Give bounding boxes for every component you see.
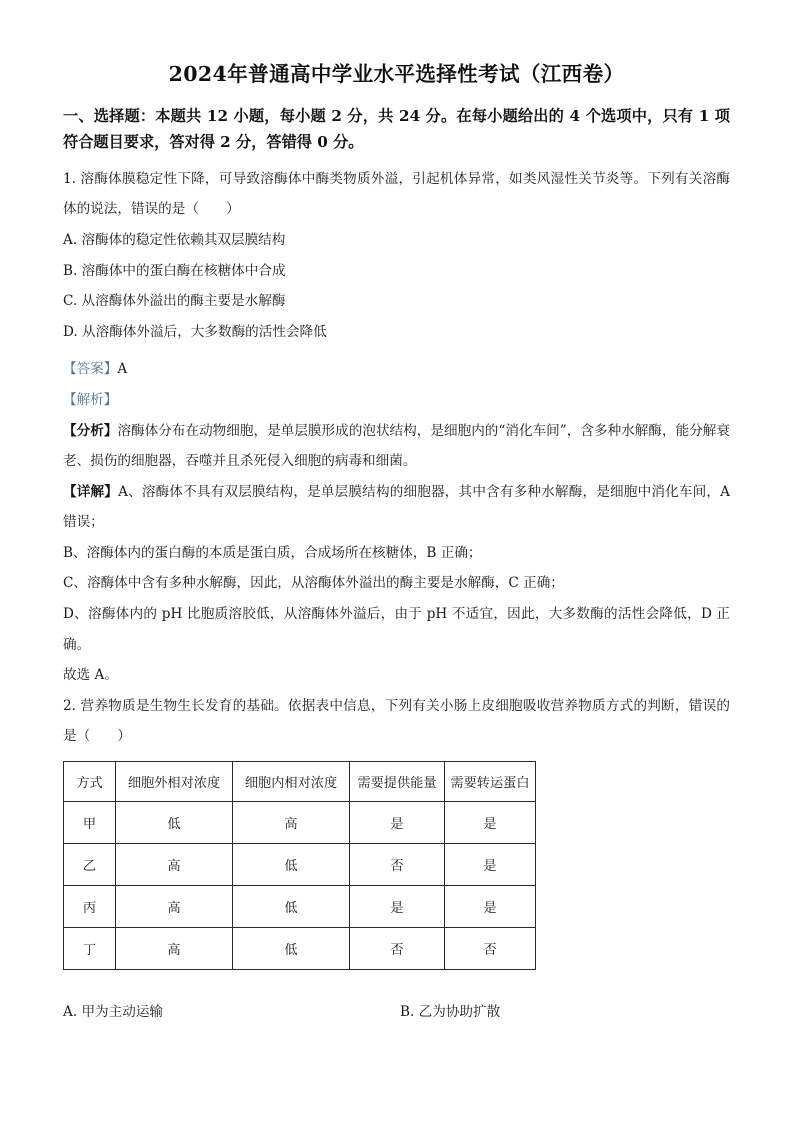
question-2-options-row [63, 1000, 730, 1024]
table-header-cell: 需要提供能量 [350, 761, 445, 801]
detail-text-a: A、溶酶体不具有双层膜结构，是单层膜结构的细胞器，其中含有多种水解酶，是细胞中消化车间，A 错误； [63, 483, 731, 531]
table-row [64, 927, 536, 969]
question-1-analysis [63, 416, 730, 477]
table-cell: 是 [445, 843, 536, 885]
explanation-marker: 【解析】 [63, 391, 118, 408]
table-cell: 高 [233, 801, 350, 843]
table-cell: 低 [233, 885, 350, 927]
table-cell: 低 [116, 801, 233, 843]
table-cell: 高 [116, 843, 233, 885]
question-1-detail-b: B、溶酶体内的蛋白酶的本质是蛋白质，合成场所在核糖体，B 正确； [63, 544, 482, 561]
question-1-detail-a [63, 477, 730, 538]
table-header-row [64, 761, 536, 801]
question-1-explain-line [63, 385, 730, 416]
question-1-detail-d: D、溶酶体内的 pH 比胞质溶胶低，从溶酶体外溢后，由于 pH 不适宜，因此，大多数酶的活性会降低，D 正确。 [63, 606, 730, 653]
question-2-stem: 2. 营养物质是生物生长发育的基础。依据表中信息，下列有关小肠上皮细胞吸收营养物质方式的判断，错误的是（ ） [63, 697, 730, 745]
question-1-option-c[interactable]: C. 从溶酶体外溢出的酶主要是水解酶 [63, 293, 286, 310]
question-1-answer-line [63, 354, 730, 385]
table-cell: 高 [116, 885, 233, 927]
transport-table [63, 761, 536, 970]
detail-marker: 【详解】 [63, 483, 119, 500]
table-header-cell: 细胞内相对浓度 [233, 761, 350, 801]
table-cell: 高 [116, 927, 233, 969]
analysis-marker: 【分析】 [63, 422, 118, 439]
table-cell: 丙 [64, 885, 116, 927]
table-cell: 低 [233, 927, 350, 969]
table-cell: 是 [350, 885, 445, 927]
answer-value: A [117, 361, 128, 378]
question-1-stem: 1. 溶酶体膜稳定性下降，可导致溶酶体中酶类物质外溢，引起机体异常，如类风湿性关节炎等。下列有关溶酶体的说法，错误的是（ ） [63, 170, 730, 218]
question-2-option-b[interactable]: B. 乙为协助扩散 [400, 1003, 501, 1020]
table-row [64, 885, 536, 927]
question-1-option-d[interactable]: D. 从溶酶体外溢后，大多数酶的活性会降低 [63, 323, 327, 340]
question-1-option-a[interactable]: A. 溶酶体的稳定性依赖其双层膜结构 [63, 232, 286, 249]
analysis-text: 溶酶体分布在动物细胞，是单层膜形成的泡状结构，是细胞内的“消化车间”，含多种水解酶，能分解衰老、损伤的细胞器，吞噬并且杀死侵入细胞的病毒和细菌。 [63, 422, 731, 470]
page-title: 2024年普通高中学业水平选择性考试（江西卷） [168, 62, 625, 86]
question-2-option-a[interactable]: A. 甲为主动运输 [63, 1003, 164, 1020]
table-cell: 丁 [64, 927, 116, 969]
table-row [64, 801, 536, 843]
question-1-detail-c: C、溶酶体中含有多种水解酶，因此，从溶酶体外溢出的酶主要是水解酶，C 正确； [63, 575, 564, 592]
table-row [64, 843, 536, 885]
table-cell: 否 [350, 843, 445, 885]
table-header-cell: 细胞外相对浓度 [116, 761, 233, 801]
table-cell: 低 [233, 843, 350, 885]
table-cell: 否 [350, 927, 445, 969]
table-cell: 是 [350, 801, 445, 843]
table-cell: 是 [445, 885, 536, 927]
table-cell: 是 [445, 801, 536, 843]
section-instruction: 一、选择题：本题共 12 小题，每小题 2 分，共 24 分。在每小题给出的 4 个选项中，只有 1 项符合题目要求，答对得 2 分，答错得 0 分。 [63, 106, 730, 151]
table-cell: 甲 [64, 801, 116, 843]
table-header-cell: 方式 [64, 761, 116, 801]
question-1-option-b[interactable]: B. 溶酶体中的蛋白酶在核糖体中合成 [63, 262, 286, 279]
transport-table-wrapper [63, 761, 535, 970]
table-cell: 否 [445, 927, 536, 969]
answer-marker: 【答案】 [63, 361, 118, 378]
question-1-conclusion: 故选 A。 [63, 667, 118, 684]
table-header-cell: 需要转运蛋白 [445, 761, 536, 801]
table-cell: 乙 [64, 843, 116, 885]
